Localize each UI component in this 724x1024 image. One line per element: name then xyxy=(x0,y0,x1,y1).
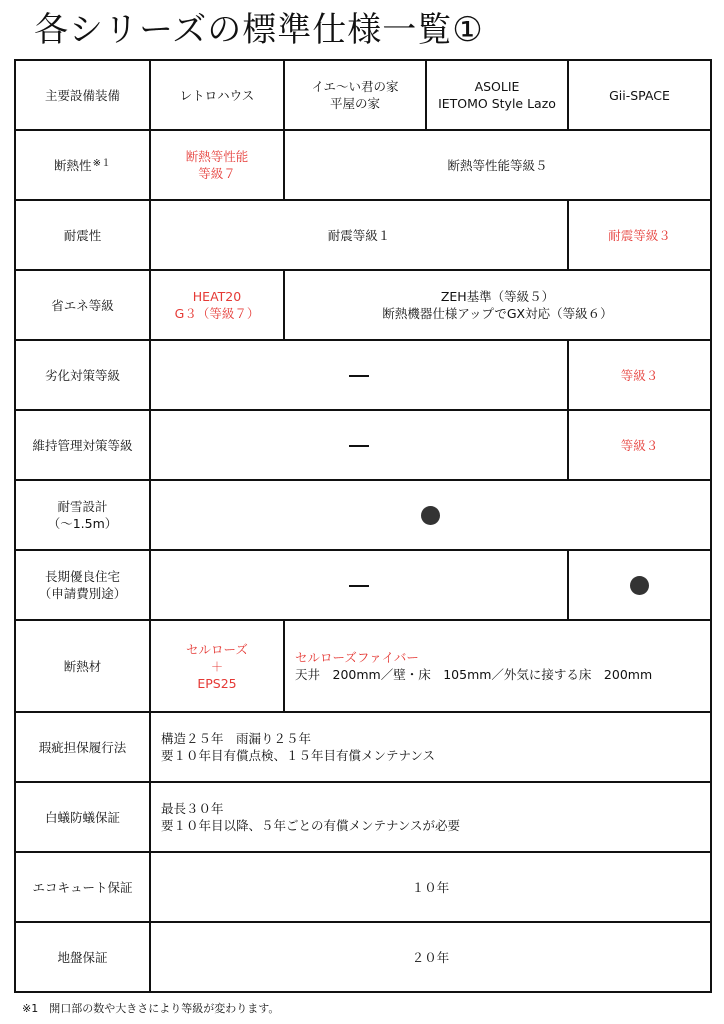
dash-mark xyxy=(349,585,369,587)
cell-energy-retro xyxy=(150,270,284,340)
cell-insulation-retro xyxy=(150,130,284,200)
dash-mark xyxy=(349,445,369,447)
header-col-asolie-line2: IETOMO Style Lazo xyxy=(438,96,556,111)
material-detail: 天井 200mm／壁・床 105mm／外気に接する床 200mm xyxy=(295,667,653,682)
row-insulation xyxy=(15,130,711,200)
row-snow xyxy=(15,480,711,550)
cell-seismic-main: 耐震等級１ xyxy=(150,200,568,270)
header-col-asolie-line1: ASOLIE xyxy=(474,79,520,94)
cell-material-rest xyxy=(284,620,711,712)
cell-line: 断熱等性能 xyxy=(185,149,249,164)
cell-longterm-gii xyxy=(568,550,711,620)
row-label xyxy=(15,480,150,550)
cell-line: EPS25 xyxy=(197,675,237,691)
row-label-line: 耐雪設計 xyxy=(57,499,108,514)
row-energy xyxy=(15,270,711,340)
cell-line: 断熱機器仕様アップでGX対応（等級６） xyxy=(382,306,613,321)
row-warranty xyxy=(15,712,711,782)
row-label: 地盤保証 xyxy=(15,922,150,992)
footnote: ※1 開口部の数や大きさにより等級が変わります。 xyxy=(22,1002,280,1015)
row-label xyxy=(15,130,150,200)
row-label: エコキュート保証 xyxy=(15,852,150,922)
spec-table xyxy=(14,59,712,993)
header-col-asolie xyxy=(426,60,568,130)
row-label-line: 長期優良住宅 xyxy=(44,569,120,584)
cell-ecocute: １０年 xyxy=(150,852,711,922)
row-termite xyxy=(15,782,711,852)
row-seismic xyxy=(15,200,711,270)
cell-line: セルローズ xyxy=(186,641,248,657)
row-maintenance xyxy=(15,410,711,480)
cell-termite xyxy=(150,782,711,852)
row-label: 省エネ等級 xyxy=(15,270,150,340)
filled-circle-icon xyxy=(630,576,649,595)
cell-seismic-gii: 耐震等級３ xyxy=(568,200,711,270)
cell-warranty xyxy=(150,712,711,782)
row-label: 断熱材 xyxy=(15,620,150,712)
cell-line: 要１０年目有償点検、１５年目有償メンテナンス xyxy=(161,748,436,763)
cell-material-retro xyxy=(150,620,284,712)
row-label xyxy=(15,550,150,620)
cell-line: ＋ xyxy=(210,658,224,674)
header-row xyxy=(15,60,711,130)
row-label-line: （申請費別途） xyxy=(38,586,127,601)
row-material xyxy=(15,620,711,712)
cell-energy-rest xyxy=(284,270,711,340)
row-label-line: （〜1.5m） xyxy=(47,516,118,531)
header-col-ie xyxy=(284,60,426,130)
cell-ground: ２０年 xyxy=(150,922,711,992)
cell-line: HEAT20 xyxy=(192,289,242,304)
header-label: 主要設備装備 xyxy=(15,60,150,130)
cell-line: 等級７ xyxy=(198,166,236,181)
header-col-retro: レトロハウス xyxy=(150,60,284,130)
row-label-text: 断熱性 xyxy=(54,157,92,173)
row-ground xyxy=(15,922,711,992)
cell-deterioration-gii: 等級３ xyxy=(568,340,711,410)
cell-line: G３（等級７） xyxy=(174,306,260,321)
filled-circle-icon xyxy=(421,506,440,525)
header-col-ie-line1: イエ〜い君の家 xyxy=(311,79,399,94)
cell-longterm-main xyxy=(150,550,568,620)
row-longterm xyxy=(15,550,711,620)
cell-line: ZEH基準（等級５） xyxy=(440,289,555,304)
row-label: 耐震性 xyxy=(15,200,150,270)
row-label: 維持管理対策等級 xyxy=(15,410,150,480)
footnote-marker: ※１ xyxy=(92,157,111,169)
cell-maintenance-gii: 等級３ xyxy=(568,410,711,480)
cell-deterioration-main xyxy=(150,340,568,410)
material-title: セルローズファイバー xyxy=(295,650,419,665)
cell-line: 構造２５年 雨漏り２５年 xyxy=(161,731,312,746)
row-label: 瑕疵担保履行法 xyxy=(15,712,150,782)
row-label: 白蟻防蟻保証 xyxy=(15,782,150,852)
row-ecocute xyxy=(15,852,711,922)
header-col-ie-line2: 平屋の家 xyxy=(329,96,380,111)
header-col-gii: Gii-SPACE xyxy=(568,60,711,130)
cell-line: 要１０年目以降、５年ごとの有償メンテナンスが必要 xyxy=(161,818,461,833)
cell-line: 最長３０年 xyxy=(161,801,224,816)
row-deterioration xyxy=(15,340,711,410)
cell-snow-main xyxy=(150,480,711,550)
cell-insulation-rest: 断熱等性能等級５ xyxy=(284,130,711,200)
row-label: 劣化対策等級 xyxy=(15,340,150,410)
page-title: 各シリーズの標準仕様一覧① xyxy=(34,10,484,50)
dash-mark xyxy=(349,375,369,377)
cell-maintenance-main xyxy=(150,410,568,480)
